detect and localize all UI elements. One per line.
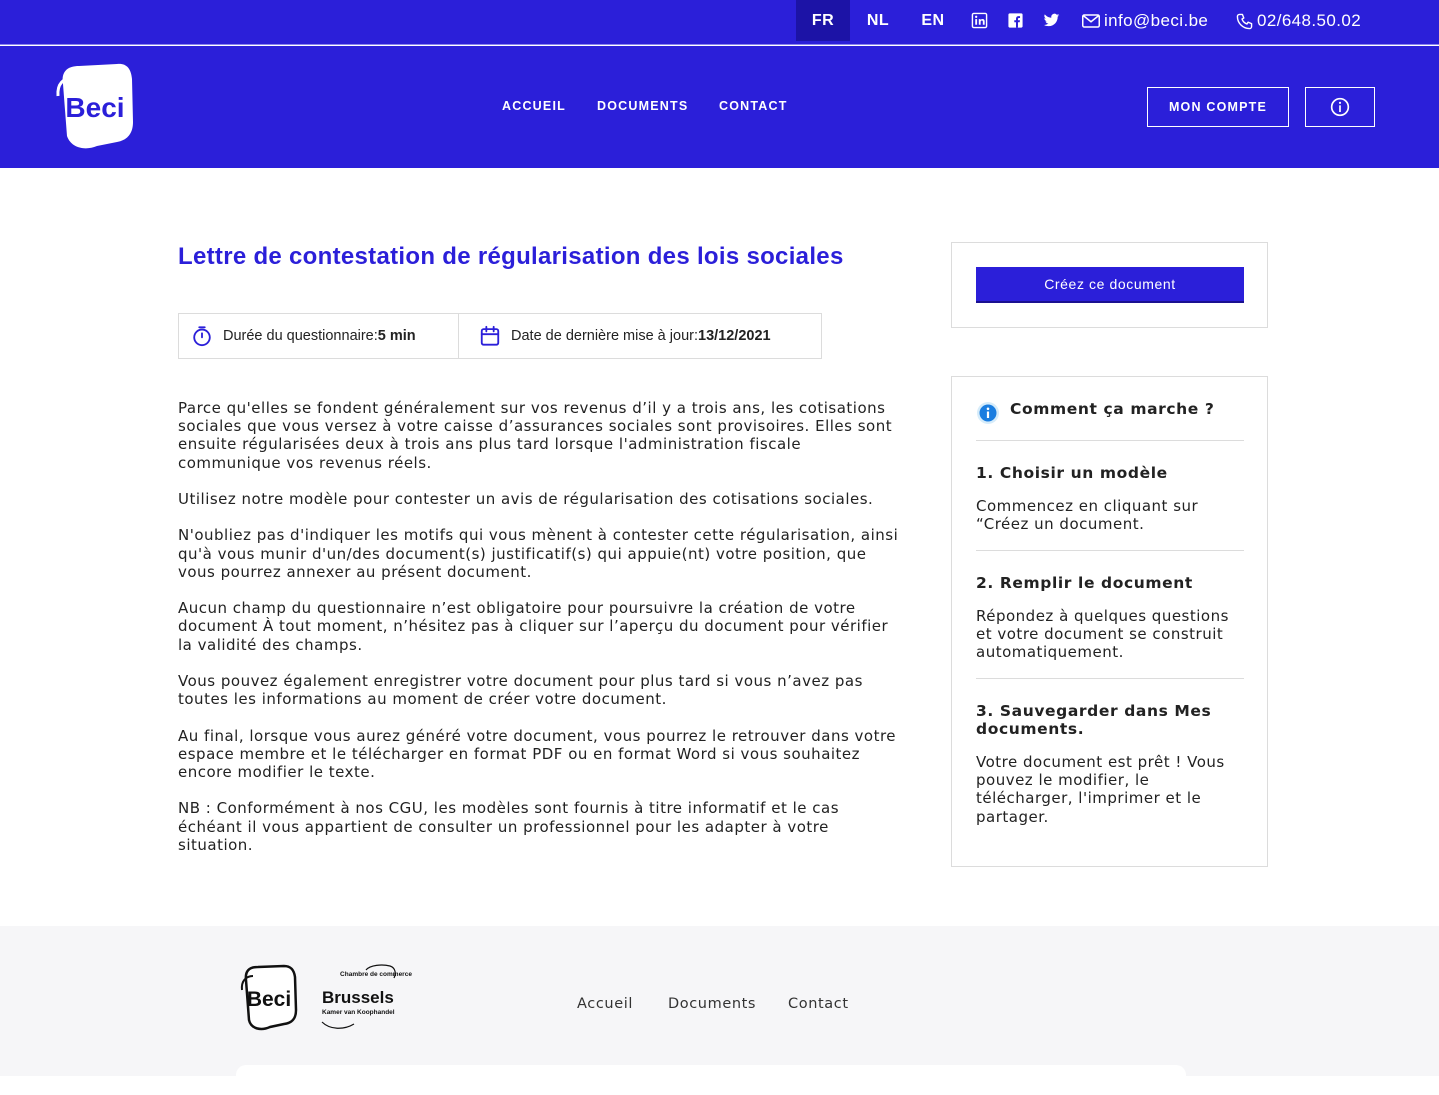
step-title: 3. Sauvegarder dans Mes documents.	[976, 702, 1212, 738]
step-2	[976, 574, 1244, 679]
footer-brussels-logo[interactable]	[318, 964, 412, 1032]
step-title: 2. Remplir le document	[976, 574, 1193, 592]
duration-value: 5 min	[377, 328, 416, 344]
paragraph: Utilisez notre modèle pour contester un avis de régularisation des cotisations sociales.	[178, 490, 874, 508]
how-it-works-header	[976, 399, 1244, 441]
nav-accueil[interactable]: ACCUEIL	[502, 99, 566, 113]
document-meta	[178, 313, 822, 359]
calendar-icon	[479, 325, 501, 347]
paragraph: Aucun champ du questionnaire n’est obligatoire pour poursuivre la création de votre document À tout moment, n’hésitez pas à cliquer sur l’aperçu du document pour vérifier la validité des champs.	[178, 599, 889, 654]
email-link[interactable]	[1082, 10, 1208, 32]
how-it-works-title: Comment ça marche ?	[1010, 400, 1215, 418]
paragraph: Au final, lorsque vous aurez généré votre document, vous pourrez le retrouver dans votre espace membre et le télécharger en format PDF ou en format Word si vous souhaitez encore modifier le texte.	[178, 726, 897, 781]
beci-logo[interactable]	[55, 62, 135, 152]
updated-label: Date de dernière mise à jour:	[511, 328, 698, 344]
document-description	[178, 399, 903, 872]
mail-icon	[1082, 14, 1100, 28]
lang-fr[interactable]: FR	[796, 0, 850, 41]
duration-label: Durée du questionnaire:	[223, 328, 378, 344]
updated-info	[459, 314, 771, 358]
step-text: Votre document est prêt ! Vous pouvez le modifier, le télécharger, l'imprimer et le partager.	[976, 753, 1225, 826]
top-bar	[0, 0, 1439, 45]
lang-nl[interactable]: NL	[866, 12, 890, 29]
footer-beci-logo[interactable]	[240, 964, 298, 1032]
main-nav	[0, 46, 1439, 168]
footer-panel	[236, 1065, 1186, 1095]
nav-documents[interactable]: DOCUMENTS	[597, 99, 689, 113]
info-icon	[1330, 97, 1350, 117]
timer-icon	[191, 325, 213, 347]
create-card	[951, 242, 1268, 328]
step-1	[976, 464, 1244, 551]
paragraph: Parce qu'elles se fondent généralement sur vos revenus d’il y a trois ans, les cotisations sociales que vous versez à votre caisse d’assurances sociales sont provisoires. Elles sont ensuite régularisées deux à trois ans plus tard lorsque l'administration fiscale communique vos revenus réels.	[178, 399, 893, 472]
brussels-text: Brussels	[322, 988, 394, 1007]
info-circle-icon	[976, 401, 1000, 425]
twitter-icon[interactable]	[1042, 12, 1061, 29]
account-button[interactable]: MON COMPTE	[1147, 87, 1289, 127]
paragraph: NB : Conformément à nos CGU, les modèles sont fournis à titre informatif et le cas échéant il vous appartient de consulter un professionnel pour les adapter à votre situation.	[178, 799, 840, 854]
duration-info	[179, 314, 459, 358]
phone-link[interactable]	[1236, 10, 1361, 32]
page-title: Lettre de contestation de régularisation des lois sociales	[178, 243, 844, 270]
info-button[interactable]	[1305, 87, 1375, 127]
brussels-top-text: Chambre de commerce	[340, 971, 412, 978]
footer	[0, 926, 1439, 1076]
nav-contact[interactable]: CONTACT	[719, 99, 788, 113]
footer-link-accueil[interactable]: Accueil	[577, 996, 633, 1012]
step-title: 1. Choisir un modèle	[976, 464, 1168, 482]
phone-text: 02/648.50.02	[1257, 11, 1362, 30]
step-3	[976, 702, 1244, 832]
facebook-icon[interactable]	[1007, 12, 1024, 29]
step-text: Répondez à quelques questions et votre document se construit automatiquement.	[976, 607, 1229, 662]
linkedin-icon[interactable]	[971, 12, 988, 29]
lang-en[interactable]: EN	[921, 12, 945, 29]
create-document-button[interactable]: Créez ce document	[976, 267, 1244, 303]
email-text: info@beci.be	[1104, 11, 1209, 30]
logo-text: Beci	[65, 92, 125, 123]
footer-logo-text: Beci	[246, 988, 292, 1011]
paragraph: N'oubliez pas d'indiquer les motifs qui vous mènent à contester cette régularisation, ainsi qu'à vous munir d'un/des document(s) justificatif(s) qui appuie(nt) votre position, que vous pourrez annexer au présent document.	[178, 526, 899, 581]
how-it-works-card	[951, 376, 1268, 867]
footer-link-contact[interactable]: Contact	[788, 996, 849, 1012]
footer-link-documents[interactable]: Documents	[668, 996, 757, 1012]
phone-icon	[1236, 13, 1253, 30]
step-text: Commencez en cliquant sur “Créez un document.	[976, 497, 1199, 534]
paragraph: Vous pouvez également enregistrer votre document pour plus tard si vous n’avez pas toutes les informations au moment de créer votre document.	[178, 671, 863, 709]
brussels-bottom-text: Kamer van Koophandel	[322, 1009, 395, 1016]
updated-value: 13/12/2021	[698, 328, 771, 344]
